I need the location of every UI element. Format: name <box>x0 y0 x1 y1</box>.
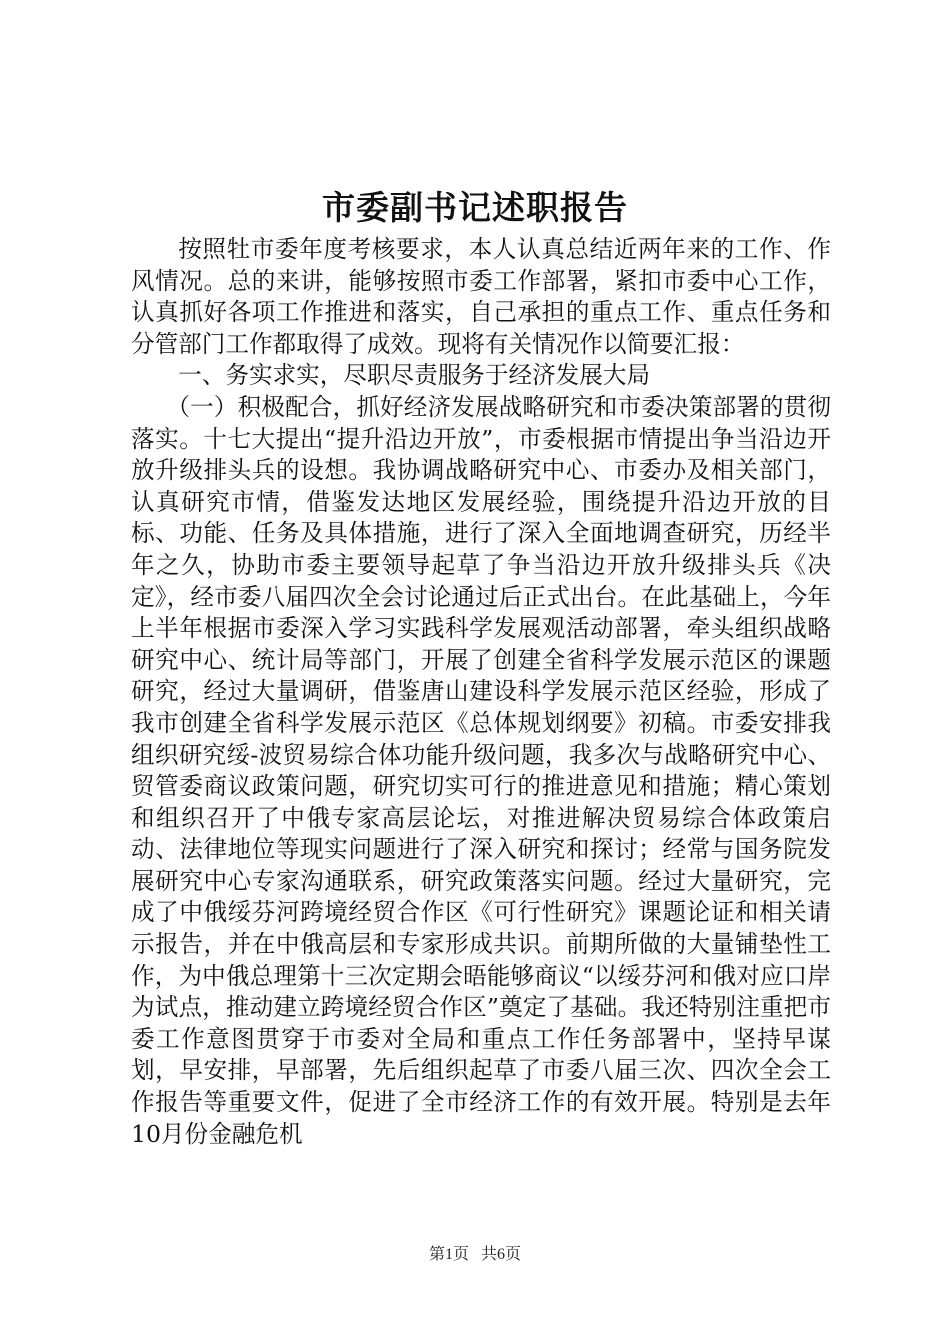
page-number: 第1页 <box>428 1246 469 1263</box>
page-footer <box>0 1244 950 1266</box>
intro-paragraph: 按照牡市委年度考核要求，本人认真总结近两年来的工作、作风情况。总的来讲，能够按照市委工作部署，紧扣市委中心工作，认真抓好各项工作推进和落实，自己承担的重点工作、重点任务和分管部门工作都取得了成效。现将有关情况作以简要汇报： <box>131 235 831 358</box>
section-heading-1: 一、务实求实，尽职尽责服务于经济发展大局 <box>178 361 651 390</box>
page-total: 共6页 <box>481 1246 522 1263</box>
document-body <box>131 234 831 1150</box>
subsection-paragraph-1: （一）积极配合，抓好经济发展战略研究和市委决策部署的贯彻落实。十七大提出“提升沿边开放”，市委根据市情提出争当沿边开放升级排头兵的设想。我协调战略研究中心、市委办及相关部门，认真研究市情，借鉴发达地区发展经验，围绕提升沿边开放的目标、功能、任务及具体措施，进行了深入全面地调查研究，历经半年之久，协助市委主要领导起草了争当沿边开放升级排头兵《决定》，经市委八届四次全会讨论通过后正式出台。在此基础上，今年上半年根据市委深入学习实践科学发展观活动部署，牵头组织战略研究中心、统计局等部门，开展了创建全省科学发展示范区的课题研究，经过大量调研，借鉴唐山建设科学发展示范区经验，形成了我市创建全省科学发展示范区《总体规划纲要》初稿。市委安排我组织研究绥-波贸易综合体功能升级问题，我多次与战略研究中心、贸管委商议政策问题，研究切实可行的推进意见和措施；精心策划和组织召开了中俄专家高层论坛，对推进解决贸易综合体政策启动、法律地位等现实问题进行了深入研究和探讨；经常与国务院发展研究中心专家沟通联系，研究政策落实问题。经过大量研究，完成了中俄绥芬河跨境经贸合作区《可行性研究》课题论证和相关请示报告，并在中俄高层和专家形成共识。前期所做的大量铺垫性工作，为中俄总理第十三次定期会晤能够商议“以绥芬河和俄对应口岸为试点，推动建立跨境经贸合作区”奠定了基础。我还特别注重把市委工作意图贯穿于市委对全局和重点工作任务部署中，坚持早谋划，早安排，早部署，先后组织起草了市委八届三次、四次全会工作报告等重要文件，促进了全市经济工作的有效开展。特别是去年10月份金融危机 <box>131 392 831 1148</box>
document-title: 市委副书记述职报告 <box>322 188 628 227</box>
